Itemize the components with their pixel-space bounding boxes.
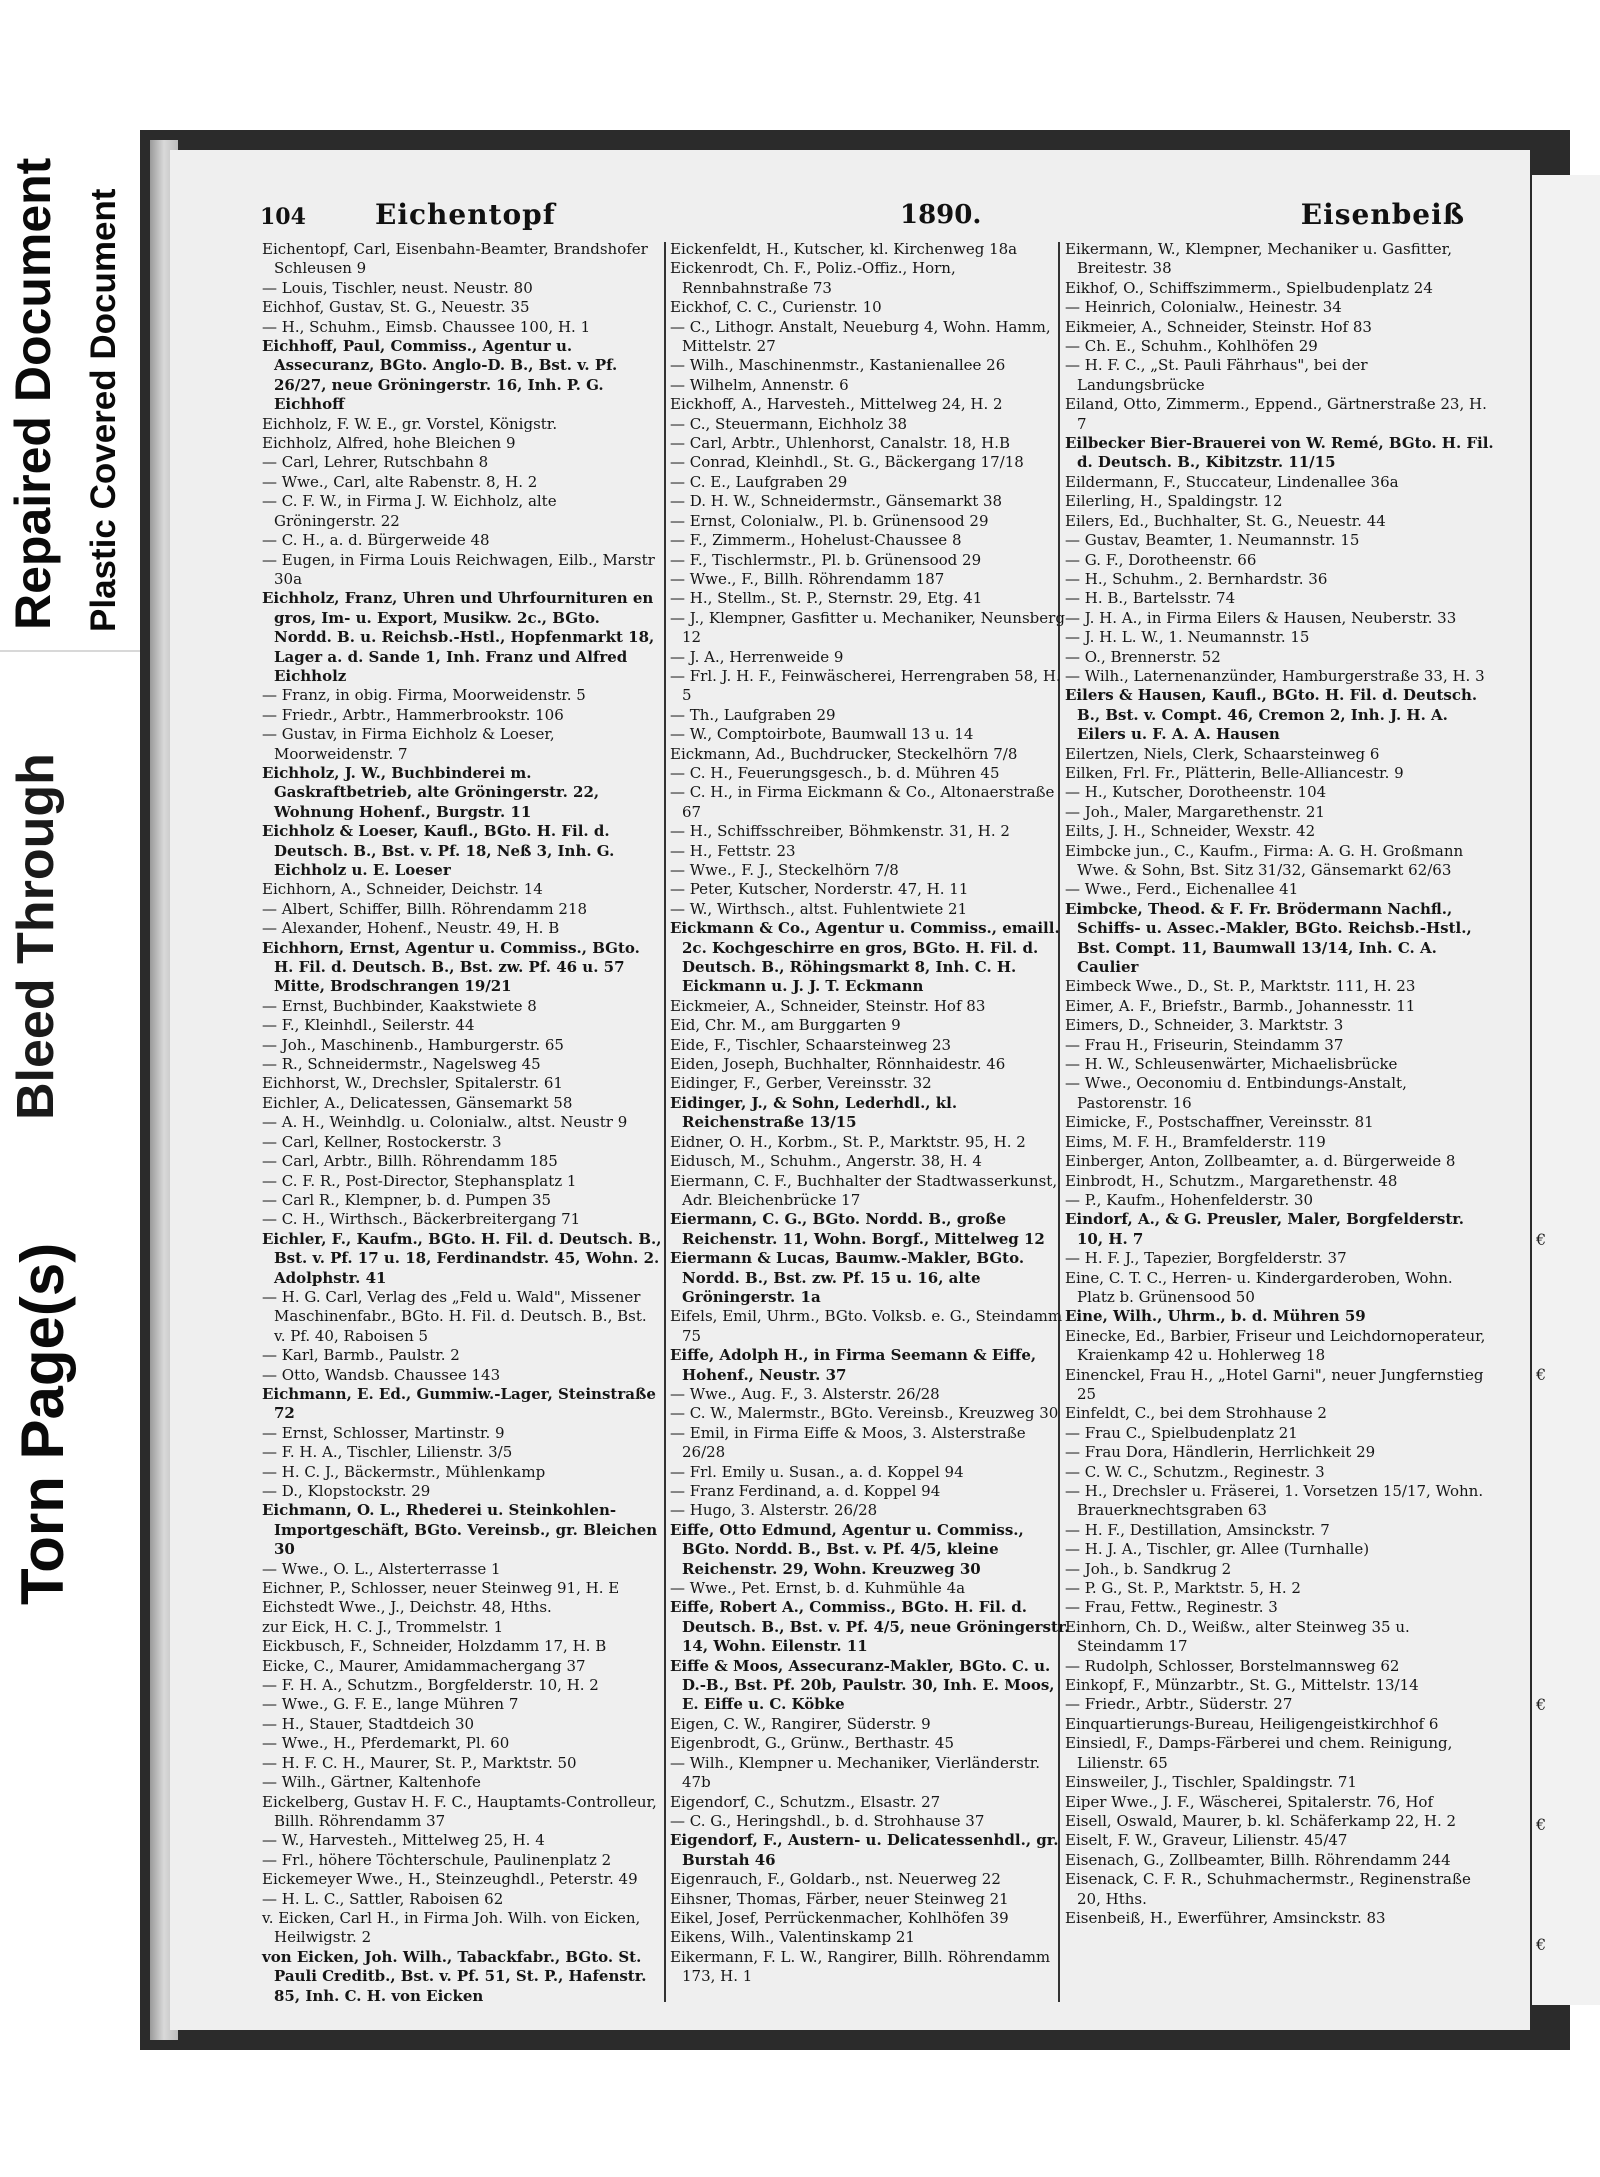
directory-entry: — Ch. E., Schuhm., Kohlhöfen 29 (1065, 337, 1318, 356)
adjacent-page-sliver: € € € € € (1532, 175, 1600, 2005)
directory-column-3 (1065, 240, 1495, 1928)
directory-entry: v. Eicken, Carl H., in Firma Joh. Wilh. von Eicken, Heilwigstr. 2 (262, 1908, 641, 1947)
directory-entry: Eikel, Josef, Perrückenmacher, Kohlhöfen 39 (670, 1908, 1009, 1927)
directory-entry: Eimer, A. F., Briefstr., Barmb., Johannesstr. 11 (1065, 996, 1416, 1015)
directory-entry: Eickenrodt, Ch. F., Poliz.-Offiz., Horn, Rennbahnstraße 73 (670, 259, 956, 297)
directory-entry: — Franz Ferdinand, a. d. Koppel 94 (670, 1482, 941, 1500)
directory-entry: Eikermann, F. L. W., Rangirer, Billh. Röhrendamm 173, H. 1 (670, 1947, 1051, 1986)
directory-entry: Eidner, O. H., Korbm., St. P., Marktstr. 95, H. 2 (670, 1132, 1026, 1151)
directory-entry: Eihsner, Thomas, Färber, neuer Steinweg 21 (670, 1889, 1009, 1908)
directory-entry: — Wwe., F., Billh. Röhrendamm 187 (670, 569, 945, 588)
directory-entry: Einberger, Anton, Zollbeamter, a. d. Bürgerweide 8 (1065, 1152, 1456, 1171)
condition-label-strip (0, 0, 140, 2177)
directory-entry: Eiffe, Otto Edmund, Agentur u. Commiss., BGto. Nordd. B., Bst. v. Pf. 4/5, kleine Reichenstr. 29, Wohn. Kreuzweg 30 (670, 1520, 1024, 1578)
directory-entry: Eichholz, F. W. E., gr. Vorstel, Königstr. (262, 414, 558, 433)
directory-entry: Eickhoff, A., Harvesteh., Mittelweg 24, H. 2 (670, 395, 1003, 414)
directory-entry: — Joh., Maler, Margarethenstr. 21 (1065, 802, 1325, 821)
directory-entry: — Friedr., Arbtr., Hammerbrookstr. 106 (262, 705, 564, 724)
directory-entry: — C. H., Wirthsch., Bäckerbreitergang 71 (262, 1210, 581, 1229)
directory-entry: Eilers & Hausen, Kaufl., BGto. H. Fil. d. Deutsch. B., Bst. v. Compt. 46, Cremon 2, Inh. J. H. A. Eilers u. F. A. A. Hausen (1065, 686, 1478, 744)
directory-entry: Eilts, J. H., Schneider, Wexstr. 42 (1065, 822, 1316, 841)
directory-entry: Eiffe & Moos, Assecuranz-Makler, BGto. C. u. D.-B., Bst. Pf. 20b, Paulstr. 30, Inh. E. Moos, E. Eiffe u. C. Köbke (670, 1656, 1055, 1714)
directory-entry: — D., Klopstockstr. 29 (262, 1482, 431, 1500)
directory-entry: — F., Tischlermstr., Pl. b. Grünensood 29 (670, 550, 982, 569)
directory-entry: Eigen, C. W., Rangirer, Süderstr. 9 (670, 1714, 931, 1733)
directory-entry: — H. J. A., Tischler, gr. Allee (Turnhalle) (1065, 1540, 1370, 1559)
directory-entry: Eilerling, H., Spaldingstr. 12 (1065, 492, 1283, 511)
directory-entry: Eiden, Joseph, Buchhalter, Rönnhaidestr. 46 (670, 1055, 1006, 1074)
directory-entry: zur Eick, H. C. J., Trommelstr. 1 (262, 1617, 504, 1636)
directory-entry: — O., Brennerstr. 52 (1065, 647, 1221, 666)
directory-entry: — Louis, Tischler, neust. Neustr. 80 (262, 278, 533, 297)
directory-entry: — Otto, Wandsb. Chaussee 143 (262, 1365, 501, 1384)
directory-entry: Einquartierungs-Bureau, Heiligengeistkirchhof 6 (1065, 1714, 1439, 1733)
directory-entry: Eid, Chr. M., am Burggarten 9 (670, 1016, 901, 1035)
directory-entry: — Wwe., H., Pferdemarkt, Pl. 60 (262, 1734, 510, 1753)
directory-entry: — P. G., St. P., Marktstr. 5, H. 2 (1065, 1579, 1301, 1598)
directory-entry: Eiermann, C. G., BGto. Nordd. B., große Reichenstr. 11, Wohn. Borgf., Mittelweg 12 (670, 1210, 1045, 1248)
directory-entry: — C., Steuermann, Eichholz 38 (670, 414, 907, 433)
directory-entry: Eichner, P., Schlosser, neuer Steinweg 91, H. E (262, 1579, 620, 1598)
directory-entry: — J. H. L. W., 1. Neumannstr. 15 (1065, 628, 1310, 647)
directory-entry: — Ernst, Buchbinder, Kaakstwiete 8 (262, 996, 537, 1015)
column-rule (664, 242, 666, 2002)
directory-entry: — P., Kaufm., Hohenfelderstr. 30 (1065, 1190, 1314, 1209)
directory-entry: Eidinger, F., Gerber, Vereinsstr. 32 (670, 1074, 932, 1093)
directory-entry: Eiland, Otto, Zimmerm., Eppend., Gärtnerstraße 23, H. 7 (1065, 395, 1487, 433)
directory-entry: — C. F. W., in Firma J. W. Eichholz, alte Gröningerstr. 22 (262, 492, 557, 530)
directory-entry: — H., Stauer, Stadtdeich 30 (262, 1714, 475, 1733)
directory-entry: Eidinger, J., & Sohn, Lederhdl., kl. Reichenstraße 13/15 (670, 1093, 958, 1132)
directory-entry: — D. H. W., Schneidermstr., Gänsemarkt 38 (670, 492, 1003, 511)
directory-entry: — H., Stellm., St. P., Sternstr. 29, Etg. 41 (670, 589, 983, 608)
directory-entry: — Frl. J. H. F., Feinwäscherei, Herrengraben 58, H. 5 (670, 666, 1061, 705)
directory-entry: Eichholz, Alfred, hohe Bleichen 9 (262, 434, 516, 453)
directory-entry: — H., Fettstr. 23 (670, 841, 796, 860)
directory-entry: — Wilh., Gärtner, Kaltenhofe (262, 1773, 481, 1792)
directory-entry: — H., Drechsler u. Fräserei, 1. Vorsetzen 15/17, Wohn. Brauerknechtsgraben 63 (1065, 1482, 1484, 1520)
directory-entry: — Joh., b. Sandkrug 2 (1065, 1559, 1232, 1578)
directory-entry: Eichhorst, W., Drechsler, Spitalerstr. 61 (262, 1074, 563, 1093)
directory-entry: Eims, M. F. H., Bramfelderstr. 119 (1065, 1132, 1326, 1151)
directory-entry: Eichhoff, Paul, Commiss., Agentur u. Assecuranz, BGto. Anglo-D. B., Bst. v. Pf. 26/27, neue Gröningerstr. 16, Inh. P. G. Eichhoff (262, 337, 618, 414)
directory-entry: — H. F., Destillation, Amsinckstr. 7 (1065, 1520, 1330, 1539)
header-year: 1890. (900, 200, 982, 230)
directory-entry: Eichmann, O. L., Rhederei u. Steinkohlen-Importgeschäft, BGto. Vereinsb., gr. Bleichen 30 (262, 1501, 658, 1559)
directory-entry: — A. H., Weinhdlg. u. Colonialw., altst. Neustr 9 (262, 1113, 628, 1132)
directory-entry: — R., Schneidermstr., Nagelsweg 45 (262, 1055, 541, 1074)
directory-entry: — Wwe., O. L., Alsterterrasse 1 (262, 1559, 501, 1578)
directory-entry: — H. W., Schleusenwärter, Michaelisbrücke (1065, 1055, 1398, 1074)
directory-entry: — C. W. C., Schutzm., Reginestr. 3 (1065, 1462, 1325, 1481)
directory-entry: Eichler, A., Delicatessen, Gänsemarkt 58 (262, 1093, 573, 1112)
directory-entry: — F. H. A., Schutzm., Borgfelderstr. 10, H. 2 (262, 1676, 599, 1695)
directory-entry: — Rudolph, Schlosser, Borstelmannsweg 62 (1065, 1656, 1400, 1675)
directory-entry: Eilertzen, Niels, Clerk, Schaarsteinweg 6 (1065, 744, 1380, 763)
directory-column-2 (670, 240, 1070, 1987)
repaired-document-label: Repaired Document (5, 157, 61, 630)
directory-entry: — Wilh., Maschinenmstr., Kastanienallee 26 (670, 356, 1006, 375)
directory-entry: Eidusch, M., Schuhm., Angerstr. 38, H. 4 (670, 1152, 982, 1171)
directory-entry: — Wwe., Ferd., Eichenallee 41 (1065, 880, 1299, 899)
directory-entry: Eiermann & Lucas, Baumw.-Makler, BGto. Nordd. B., Bst. zw. Pf. 15 u. 16, alte Gröningerstr. 1a (670, 1249, 1025, 1306)
directory-entry: — Wwe., Pet. Ernst, b. d. Kuhmühle 4a (670, 1579, 966, 1598)
directory-entry: — Wilh., Klempner u. Mechaniker, Vierländerstr. 47b (670, 1753, 1041, 1792)
directory-entry: Eichler, F., Kaufm., BGto. H. Fil. d. Deutsch. B., Bst. v. Pf. 17 u. 18, Ferdinandstr. 45, Wohn. 2. Adolphstr. 41 (262, 1229, 662, 1287)
directory-entry: — H., Schiffsschreiber, Böhmkenstr. 31, H. 2 (670, 822, 1010, 841)
directory-entry: Eickmeier, A., Schneider, Steinstr. Hof 83 (670, 996, 986, 1015)
directory-entry: Eilken, Frl. Fr., Plätterin, Belle-Alliancestr. 9 (1065, 763, 1404, 782)
directory-entry: Eichholz, Franz, Uhren und Uhrfournituren en gros, Im- u. Export, Musikw. 2c., BGto. Nordd. B. u. Reichsb.-Hstl., Hopfenmarkt 18, Lager a. d. Sande 1, Inh. Franz und Alfred Eichholz (262, 589, 655, 685)
directory-entry: — H. F. C., „St. Pauli Fährhaus", bei der Landungsbrücke (1065, 356, 1368, 394)
directory-entry: Eigenrauch, F., Goldarb., nst. Neuerweg 22 (670, 1870, 1001, 1889)
directory-entry: — Gustav, in Firma Eichholz & Loeser, Moorweidenstr. 7 (262, 725, 555, 763)
directory-entry: — Eugen, in Firma Louis Reichwagen, Eilb., Marstr 30a (262, 550, 655, 588)
directory-entry: Eide, F., Tischler, Schaarsteinweg 23 (670, 1035, 952, 1054)
directory-entry: Eickemeyer Wwe., H., Steinzeughdl., Peterstr. 49 (262, 1870, 638, 1889)
directory-entry: — H. L. C., Sattler, Raboisen 62 (262, 1889, 504, 1908)
directory-entry: Eimbcke, Theod. & F. Fr. Brödermann Nachfl., Schiffs- u. Assec.-Makler, BGto. Reichsb.-Hstl., Bst. Compt. 11, Baumwall 13/14, Inh. C. A. Caulier (1065, 899, 1472, 977)
directory-entry: Eigendorf, C., Schutzm., Elsastr. 27 (670, 1792, 941, 1811)
directory-entry: Eickmann, Ad., Buchdrucker, Steckelhörn 7/8 (670, 744, 1018, 763)
directory-entry: Eichholz & Loeser, Kaufl., BGto. H. Fil. d. Deutsch. B., Bst. v. Pf. 18, Neß 3, Inh. G. Eichholz u. E. Loeser (262, 822, 615, 879)
directory-entry: — F., Kleinhdl., Seilerstr. 44 (262, 1016, 475, 1035)
directory-entry: Eiffe, Adolph H., in Firma Seemann & Eiffe, Hohenf., Neustr. 37 (670, 1346, 1037, 1384)
directory-entry: — Joh., Maschinenb., Hamburgerstr. 65 (262, 1035, 564, 1054)
directory-entry: — W., Harvesteh., Mittelweg 25, H. 4 (262, 1831, 545, 1850)
directory-entry: — F., Zimmerm., Hohelust-Chaussee 8 (670, 531, 962, 550)
directory-entry: Eickhof, C. C., Curienstr. 10 (670, 298, 882, 317)
directory-entry: — Emil, in Firma Eiffe & Moos, 3. Alsterstraße 26/28 (670, 1423, 1026, 1462)
directory-entry: — Gustav, Beamter, 1. Neumannstr. 15 (1065, 531, 1360, 550)
directory-entry: — Frau C., Spielbudenplatz 21 (1065, 1423, 1298, 1442)
bleed-through-label: Bleed Through (7, 753, 65, 1120)
directory-entry: — Heinrich, Colonialw., Heinestr. 34 (1065, 298, 1342, 317)
directory-entry: Eiffe, Robert A., Commiss., BGto. H. Fil. d. Deutsch. B., Bst. v. Pf. 4/5, neue Gröningerstr. 14, Wohn. Eilenstr. 11 (670, 1598, 1070, 1656)
plastic-covered-document-label: Plastic Covered Document (84, 188, 123, 632)
directory-entry: — C. H., a. d. Bürgerweide 48 (262, 531, 490, 550)
directory-entry: Einhorn, Ch. D., Weißw., alter Steinweg 35 u. Steindamm 17 (1065, 1617, 1410, 1656)
directory-entry: — Wwe., G. F. E., lange Mühren 7 (262, 1695, 519, 1714)
directory-entry: — W., Comptoirbote, Baumwall 13 u. 14 (670, 725, 974, 744)
directory-entry: Eine, Wilh., Uhrm., b. d. Mühren 59 (1065, 1307, 1366, 1326)
directory-entry: — Wilh., Laternenanzünder, Hamburgerstraße 33, H. 3 (1065, 666, 1485, 685)
directory-entry: Eichholz, J. W., Buchbinderei m. Gaskraftbetrieb, alte Gröningerstr. 22, Wohnung Hohenf., Burgstr. 11 (262, 763, 600, 821)
directory-entry: Eimers, D., Schneider, 3. Marktstr. 3 (1065, 1016, 1344, 1035)
directory-column-1 (262, 240, 662, 2006)
directory-entry: — Carl, Lehrer, Rutschbahn 8 (262, 453, 489, 472)
directory-entry: Eikmeier, A., Schneider, Steinstr. Hof 83 (1065, 317, 1372, 336)
directory-entry: — W., Wirthsch., altst. Fuhlentwiete 21 (670, 899, 968, 918)
directory-entry: — Th., Laufgraben 29 (670, 705, 836, 724)
directory-entry: — Alexander, Hohenf., Neustr. 49, H. B (262, 919, 560, 938)
directory-entry: Einecke, Ed., Barbier, Friseur und Leichdornoperateur, Kraienkamp 42 u. Hohlerweg 18 (1065, 1326, 1486, 1365)
directory-entry: Eindorf, A., & G. Preusler, Maler, Borgfelderstr. 10, H. 7 (1065, 1210, 1465, 1248)
directory-entry: Eigendorf, F., Austern- u. Delicatessenhdl., gr. Burstah 46 (670, 1831, 1059, 1869)
directory-entry: Eildermann, F., Stuccateur, Lindenallee 36a (1065, 472, 1399, 491)
header-last-entry: Eisenbeiß (1300, 198, 1465, 231)
directory-entry: Eikens, Wilh., Valentinskamp 21 (670, 1928, 915, 1947)
directory-entry: Eichstedt Wwe., J., Deichstr. 48, Hths. (262, 1598, 552, 1617)
directory-entry: Eimbeck Wwe., D., St. P., Marktstr. 111, H. 23 (1065, 977, 1416, 996)
directory-entry: Einfeldt, C., bei dem Strohhause 2 (1065, 1404, 1327, 1423)
directory-entry: Eiper Wwe., J. F., Wäscherei, Spitalerstr. 76, Hof (1065, 1792, 1433, 1811)
directory-entry: Eiermann, C. F., Buchhalter der Stadtwasserkunst, Adr. Bleichenbrücke 17 (670, 1171, 1058, 1209)
directory-entry: — Wwe., Oeconomiu d. Entbindungs-Anstalt, Pastorenstr. 16 (1065, 1074, 1407, 1112)
directory-entry: Eine, C. T. C., Herren- u. Kindergarderoben, Wohn. Platz b. Grünensood 50 (1065, 1268, 1453, 1306)
directory-entry: — C. E., Laufgraben 29 (670, 472, 848, 491)
directory-entry: — Frl. Emily u. Susan., a. d. Koppel 94 (670, 1462, 964, 1481)
directory-entry: — Wwe., Aug. F., 3. Alsterstr. 26/28 (670, 1384, 940, 1403)
directory-entry: — Frl., höhere Töchterschule, Paulinenplatz 2 (262, 1850, 612, 1869)
directory-entry: Eisenach, G., Zollbeamter, Billh. Röhrendamm 244 (1065, 1850, 1451, 1869)
directory-entry: — Friedr., Arbtr., Süderstr. 27 (1065, 1695, 1293, 1714)
directory-entry: — H. B., Bartelsstr. 74 (1065, 589, 1236, 608)
directory-entry: — Wwe., Carl, alte Rabenstr. 8, H. 2 (262, 472, 538, 491)
directory-entry: — C. W., Malermstr., BGto. Vereinsb., Kreuzweg 30 (670, 1404, 1059, 1423)
directory-entry: — C. H., in Firma Eickmann & Co., Altonaerstraße 67 (670, 783, 1055, 821)
directory-entry: Eimbcke jun., C., Kaufm., Firma: A. G. H. Großmann Wwe. & Sohn, Bst. Sitz 31/32, Gänsemarkt 62/63 (1065, 841, 1464, 879)
directory-entry: Eiselt, F. W., Graveur, Lilienstr. 45/47 (1065, 1831, 1348, 1850)
directory-entry: — Frau H., Friseurin, Steindamm 37 (1065, 1035, 1344, 1054)
directory-entry: — Albert, Schiffer, Billh. Röhrendamm 218 (262, 899, 588, 918)
directory-entry: Einsweiler, J., Tischler, Spaldingstr. 71 (1065, 1773, 1357, 1792)
directory-entry: — Wilhelm, Annenstr. 6 (670, 375, 849, 394)
directory-entry: — H. F. C. H., Maurer, St. P., Marktstr. 50 (262, 1753, 577, 1772)
directory-entry: — C. G., Heringshdl., b. d. Strohhause 37 (670, 1811, 985, 1830)
label-divider (0, 650, 140, 652)
directory-entry: — Franz, in obig. Firma, Moorweidenstr. 5 (262, 686, 586, 705)
directory-entry: Eikhof, O., Schiffszimmerm., Spielbudenplatz 24 (1065, 278, 1433, 297)
directory-entry: — Carl, Arbtr., Uhlenhorst, Canalstr. 18, H.B (670, 434, 1011, 453)
directory-entry: — Ernst, Colonialw., Pl. b. Grünensood 29 (670, 511, 989, 530)
directory-entry: — Hugo, 3. Alsterstr. 26/28 (670, 1501, 878, 1520)
directory-entry: — Peter, Kutscher, Norderstr. 47, H. 11 (670, 880, 969, 899)
directory-entry: Eickenfeldt, H., Kutscher, kl. Kirchenweg 18a (670, 240, 1018, 258)
directory-entry: Eichmann, E. Ed., Gummiw.-Lager, Steinstraße 72 (262, 1384, 656, 1423)
directory-entry: — C., Lithogr. Anstalt, Neueburg 4, Wohn. Hamm, Mittelstr. 27 (670, 317, 1051, 356)
directory-entry: — J. H. A., in Firma Eilers & Hausen, Neuberstr. 33 (1065, 608, 1457, 627)
directory-entry: Eichentopf, Carl, Eisenbahn-Beamter, Brandshofer Schleusen 9 (262, 240, 648, 278)
directory-entry: Eikermann, W., Klempner, Mechaniker u. Gasfitter, Breitestr. 38 (1065, 240, 1452, 278)
directory-entry: — F. H. A., Tischler, Lilienstr. 3/5 (262, 1443, 513, 1462)
directory-entry: — C. F. R., Post-Director, Stephansplatz 1 (262, 1171, 577, 1190)
directory-entry: — Ernst, Schlosser, Martinstr. 9 (262, 1423, 505, 1442)
directory-entry: — Wwe., F. J., Steckelhörn 7/8 (670, 861, 899, 879)
directory-entry: Eicke, C., Maurer, Amidammachergang 37 (262, 1656, 586, 1675)
directory-entry: — Conrad, Kleinhdl., St. G., Bäckergang 17/18 (670, 453, 1024, 472)
directory-entry: Eilbecker Bier-Brauerei von W. Remé, BGto. H. Fil. d. Deutsch. B., Kibitzstr. 11/15 (1065, 434, 1494, 472)
directory-entry: Einenckel, Frau H., „Hotel Garni", neuer Jungfernstieg 25 (1065, 1365, 1484, 1403)
directory-entry: Eisenack, C. F. R., Schuhmachermstr., Reginenstraße 20, Hths. (1065, 1870, 1471, 1908)
directory-entry: — H. G. Carl, Verlag des „Feld u. Wald", Missener Maschinenfabr., BGto. H. Fil. d. Deutsch. B., Bst. v. Pf. 40, Raboisen 5 (262, 1287, 647, 1345)
directory-entry: — Frau Dora, Händlerin, Herrlichkeit 29 (1065, 1443, 1376, 1462)
directory-entry: Eichhorn, A., Schneider, Deichstr. 14 (262, 880, 543, 899)
directory-entry: Eilers, Ed., Buchhalter, St. G., Neuestr. 44 (1065, 511, 1386, 530)
directory-entry: von Eicken, Joh. Wilh., Tabackfabr., BGto. St. Pauli Creditb., Bst. v. Pf. 51, St. P., Hafenstr. 85, Inh. C. H. von Eicken (262, 1947, 647, 2005)
header-first-entry: Eichentopf (375, 198, 556, 231)
directory-entry: — Karl, Barmb., Paulstr. 2 (262, 1346, 460, 1365)
directory-entry: Eickelberg, Gustav H. F. C., Hauptamts-Controlleur, Billh. Röhrendamm 37 (262, 1792, 657, 1830)
directory-entry: — Carl, Kellner, Rostockerstr. 3 (262, 1132, 502, 1151)
directory-entry: Einsiedl, F., Damps-Färberei und chem. Reinigung, Lilienstr. 65 (1065, 1734, 1453, 1772)
page-header (260, 198, 1480, 238)
page-number: 104 (260, 204, 306, 230)
directory-entry: Eichhof, Gustav, St. G., Neuestr. 35 (262, 298, 530, 317)
torn-pages-label: Torn Page(s) (9, 1242, 76, 1605)
directory-entry: — H. F. J., Tapezier, Borgfelderstr. 37 (1065, 1249, 1347, 1268)
directory-entry: — Carl R., Klempner, b. d. Pumpen 35 (262, 1190, 552, 1209)
directory-entry: Eickmann & Co., Agentur u. Commiss., emaill. 2c. Kochgeschirre en gros, BGto. H. Fil. d. Deutsch. B., Röhingsmarkt 8, Inh. C. H. Eickmann u. J. J. T. Eckmann (670, 919, 1060, 996)
directory-entry: Eickbusch, F., Schneider, Holzdamm 17, H. B (262, 1637, 607, 1656)
directory-entry: Einbrodt, H., Schutzm., Margarethenstr. 48 (1065, 1171, 1398, 1190)
directory-entry: — H., Schuhm., 2. Bernhardstr. 36 (1065, 569, 1328, 588)
directory-entry: — C. H., Feuerungsgesch., b. d. Mühren 45 (670, 763, 1000, 782)
directory-entry: Eimicke, F., Postschaffner, Vereinsstr. 81 (1065, 1113, 1374, 1132)
directory-entry: — J., Klempner, Gasfitter u. Mechaniker, Neunsberg 12 (670, 608, 1065, 647)
directory-entry: — H., Schuhm., Eimsb. Chaussee 100, H. 1 (262, 317, 591, 336)
directory-entry: Eigenbrodt, G., Grünw., Berthastr. 45 (670, 1734, 955, 1753)
directory-entry: Eisenbeiß, H., Ewerführer, Amsinckstr. 83 (1065, 1908, 1386, 1927)
directory-entry: — G. F., Dorotheenstr. 66 (1065, 550, 1257, 569)
directory-page (170, 150, 1530, 2030)
directory-entry: — J. A., Herrenweide 9 (670, 647, 844, 666)
directory-entry: — H., Kutscher, Dorotheenstr. 104 (1065, 783, 1327, 802)
directory-entry: — Carl, Arbtr., Billh. Röhrendamm 185 (262, 1152, 558, 1171)
directory-entry: Einkopf, F., Münzarbtr., St. G., Mittelstr. 13/14 (1065, 1676, 1419, 1695)
directory-entry: Eichhorn, Ernst, Agentur u. Commiss., BGto. H. Fil. d. Deutsch. B., Bst. zw. Pf. 46 u. 57 Mitte, Brodschrangen 19/21 (262, 938, 640, 996)
directory-entry: Eisell, Oswald, Maurer, b. kl. Schäferkamp 22, H. 2 (1065, 1811, 1457, 1830)
directory-entry: — Frau, Fettw., Reginestr. 3 (1065, 1598, 1278, 1617)
directory-entry: Eifels, Emil, Uhrm., BGto. Volksb. e. G., Steindamm 75 (670, 1307, 1063, 1345)
directory-entry: — H. C. J., Bäckermstr., Mühlenkamp (262, 1462, 546, 1481)
